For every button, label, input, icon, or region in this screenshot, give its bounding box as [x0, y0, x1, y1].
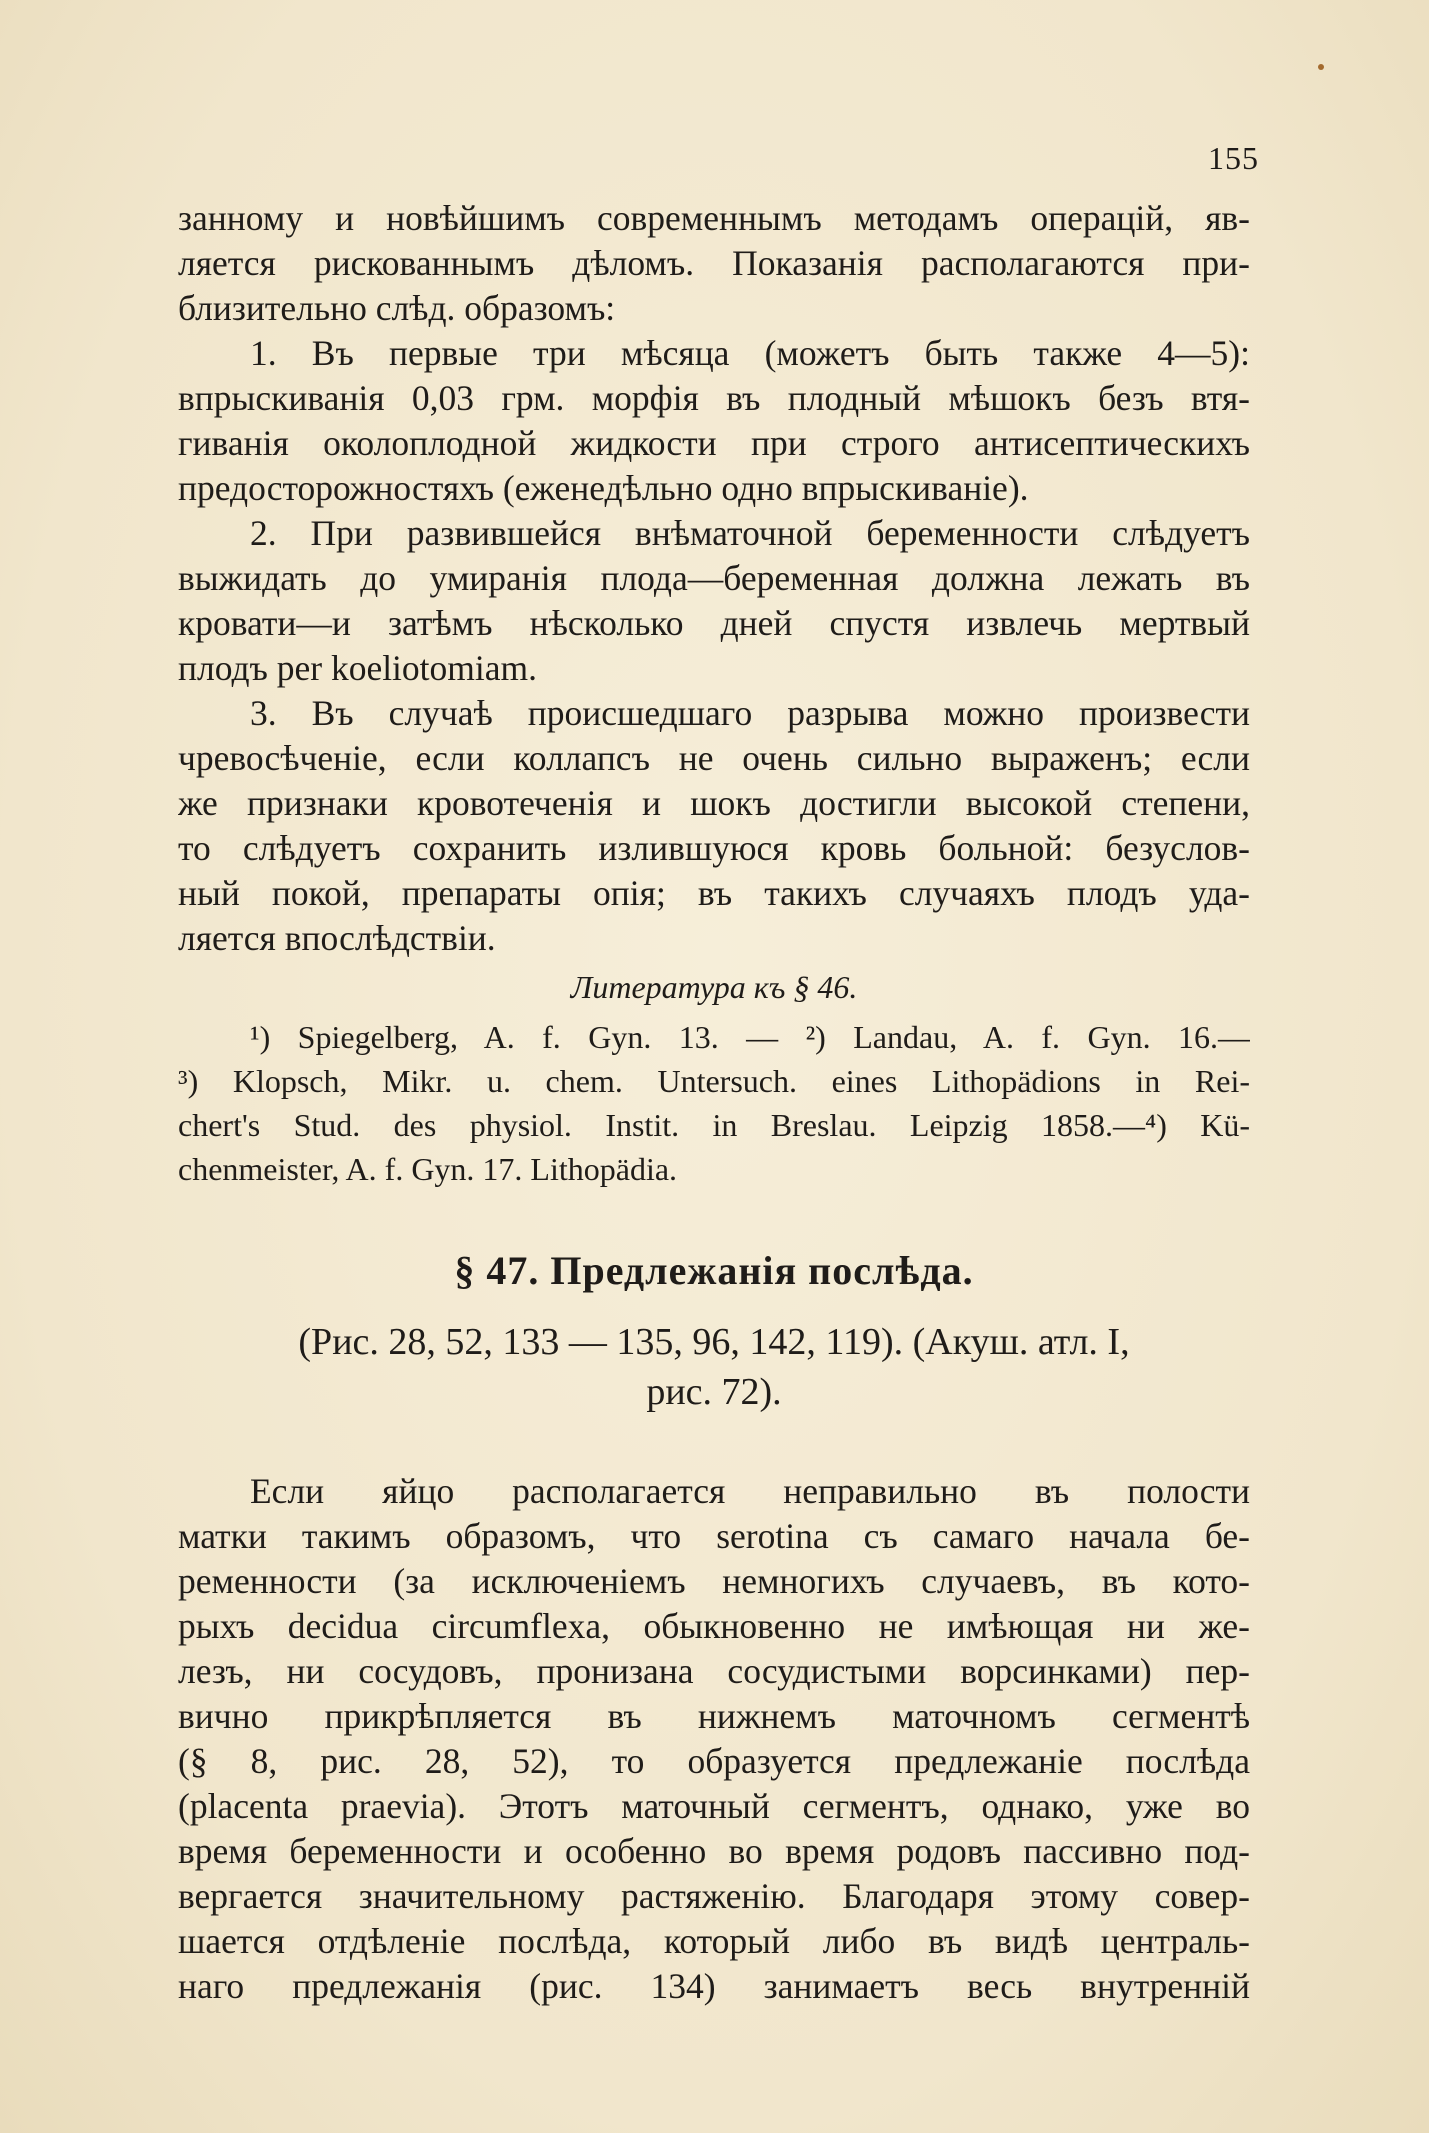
text-line: время беременности и особенно во время родовъ пассивно под- [178, 1831, 1250, 1871]
figure-references-line: рис. 72). [646, 1371, 782, 1413]
indication-item-3 [178, 691, 1250, 961]
indication-item-2 [178, 511, 1250, 691]
text-line: ный покой, препараты опія; въ такихъ случаяхъ плодъ уда- [178, 873, 1250, 913]
ink-mark [1318, 64, 1324, 70]
reference-line: ³) Klopsch, Mikr. u. chem. Untersuch. eines Lithopädions in Rei- [178, 1063, 1250, 1099]
text-line: наго предлежанія (рис. 134) занимаетъ весь внутренній [178, 1966, 1250, 2006]
text-line: впрыскиванія 0,03 грм. морфія въ плодный мѣшокъ безъ втя- [178, 378, 1250, 418]
intro-paragraph [178, 196, 1250, 331]
text-line: рыхъ decidua circumflexa, обыкновенно не имѣющая ни же- [178, 1606, 1250, 1646]
text-line: лезъ, ни сосудовъ, пронизана сосудистыми ворсинками) пер- [178, 1651, 1250, 1691]
reference-line: ¹) Spiegelberg, A. f. Gyn. 13. — ²) Landau, A. f. Gyn. 16.— [250, 1019, 1250, 1055]
text-line: близительно слѣд. образомъ: [178, 288, 616, 328]
text-line: матки такимъ образомъ, что serotina съ самаго начала бе- [178, 1516, 1250, 1556]
text-line: плодъ per koeliotomiam. [178, 648, 538, 688]
text-line: ременности (за исключеніемъ немногихъ случаевъ, въ кото- [178, 1561, 1250, 1601]
text-line: Если яйцо располагается неправильно въ полости [250, 1471, 1250, 1511]
text-line: 2. При развившейся внѣматочной беременности слѣдуетъ [250, 513, 1250, 553]
text-line: ляется рискованнымъ дѣломъ. Показанія располагаются при- [178, 243, 1250, 283]
text-line: выжидать до умиранія плода—беременная должна лежать въ [178, 558, 1250, 598]
figure-references [178, 1317, 1250, 1417]
section-title: § 47. Предлежанія послѣда. [454, 1248, 974, 1293]
text-line: 1. Въ первые три мѣсяца (можетъ быть также 4—5): [250, 333, 1250, 373]
text-block [178, 196, 1250, 2009]
indication-item-1 [178, 331, 1250, 511]
text-line: то слѣдуетъ сохранить излившуюся кровь больной: безуслов- [178, 828, 1250, 868]
references [178, 1015, 1250, 1191]
text-line: кровати—и затѣмъ нѣсколько дней спустя извлечь мертвый [178, 603, 1250, 643]
figure-references-line: (Рис. 28, 52, 133 — 135, 96, 142, 119). (Акуш. атл. I, [298, 1321, 1130, 1363]
reference-line: chenmeister, A. f. Gyn. 17. Lithopädia. [178, 1151, 678, 1187]
text-line: вично прикрѣпляется въ нижнемъ маточномъ сегментѣ [178, 1696, 1250, 1736]
text-line: предосторожностяхъ (еженедѣльно одно впрыскиваніе). [178, 468, 1029, 508]
text-line: (§ 8, рис. 28, 52), то образуется предлежаніе послѣда [178, 1741, 1250, 1781]
section-47-body [178, 1469, 1250, 2009]
page-number: 155 [1208, 140, 1259, 176]
text-line: чревосѣченіе, если коллапсъ не очень сильно выраженъ; если [178, 738, 1250, 778]
text-line: же признаки кровотеченія и шокъ достигли высокой степени, [178, 783, 1250, 823]
text-line: гиванія околоплодной жидкости при строго антисептическихъ [178, 423, 1250, 463]
text-line: шается отдѣленіе послѣда, который либо въ видѣ централь- [178, 1921, 1250, 1961]
text-line: вергается значительному растяженію. Благодаря этому совер- [178, 1876, 1250, 1916]
text-line: ляется впослѣдствіи. [178, 918, 496, 958]
text-line: занному и новѣйшимъ современнымъ методамъ операцій, яв- [178, 198, 1250, 238]
literature-heading: Литература къ § 46. [570, 969, 858, 1005]
reference-line: chert's Stud. des physiol. Instit. in Breslau. Leipzig 1858.—⁴) Kü- [178, 1107, 1250, 1143]
text-line: 3. Въ случаѣ происшедшаго разрыва можно произвести [250, 693, 1250, 733]
text-line: (placenta praevia). Этотъ маточный сегментъ, однако, уже во [178, 1786, 1250, 1826]
